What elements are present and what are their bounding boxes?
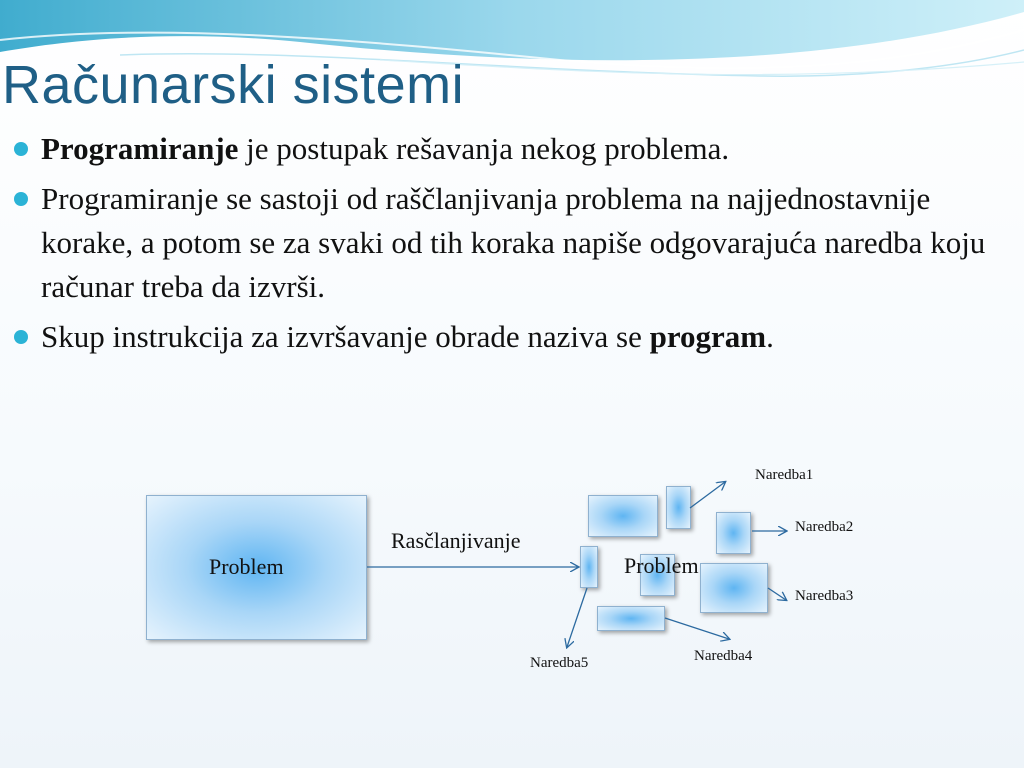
decomposition-label: Rasčlanjivanje — [391, 528, 521, 553]
arrow-to-naredba5 — [567, 588, 587, 647]
bullet-text: je postupak rešavanja nekog problema. — [238, 131, 730, 166]
fragments-label: Problem — [624, 553, 699, 578]
bullet-bold-term: program — [649, 319, 767, 354]
bullet-bold-term: Programiranje — [41, 131, 239, 166]
bullet-text-end: . — [766, 319, 774, 354]
command-label: Naredba4 — [694, 648, 753, 664]
arrow-to-naredba1 — [690, 482, 725, 508]
arrow-to-naredba4 — [665, 618, 729, 639]
slide-title: Računarski sistemi — [2, 55, 465, 115]
command-label: Naredba1 — [755, 467, 814, 483]
command-label: Naredba5 — [530, 655, 589, 671]
bullet-text: Programiranje se sastoji od raščlanjivanja problema na najjednostavnije korake, a potom se za svaki od tih koraka napiše odgovarajuća naredba koju računar treba da izvrši. — [41, 181, 986, 304]
problem-box-label: Problem — [209, 554, 284, 579]
arrow-to-naredba3 — [768, 588, 786, 600]
bullet-text: Skup instrukcija za izvršavanje obrade naziva se — [41, 319, 650, 354]
command-label: Naredba3 — [795, 588, 854, 604]
command-label: Naredba2 — [795, 519, 854, 535]
